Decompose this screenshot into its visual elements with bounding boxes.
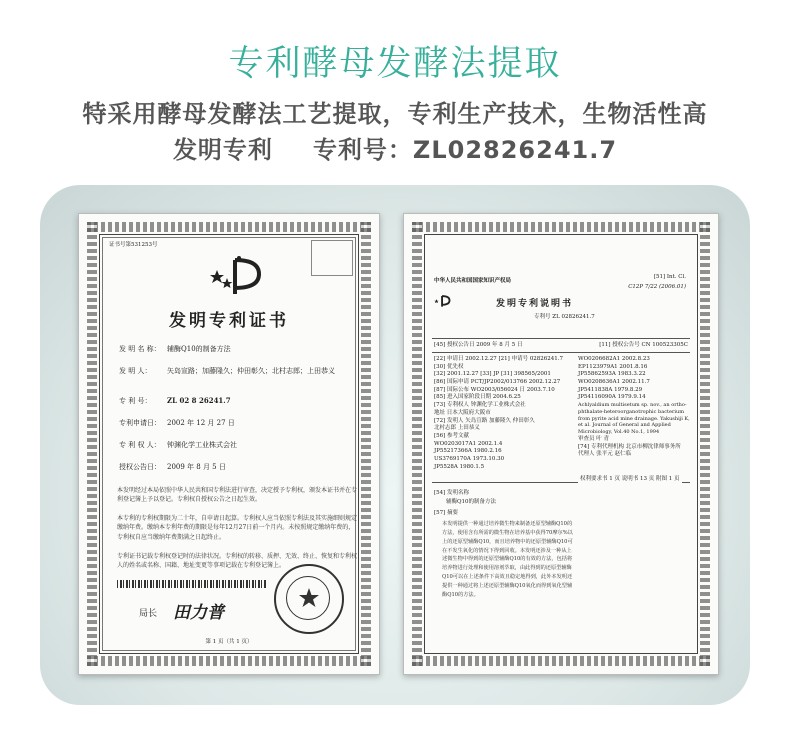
national-seal xyxy=(274,564,344,634)
seal-star-icon xyxy=(297,586,321,610)
field-patentee: 专 利 权 人： 钟渊化学工业株式会社 xyxy=(119,441,237,449)
certificate-body-1: 本发明经过本局依照中华人民共和国专利法进行审查，决定授予专利权，颁发本证书并在专利登记簿上予以登记。专利权自授权公告之日起生效。 xyxy=(117,487,358,504)
certificate-body-3: 专利证书记载专利权登记时的法律状况。专利权的转移、质押、无效、终止、恢复和专利权人的姓名或名称、国籍、地址变更等事项记载在专利登记簿上。 xyxy=(117,553,358,570)
patent-certificate xyxy=(78,213,380,675)
spec-claim-title: [54] 发明名称 xyxy=(434,490,470,496)
headline: 专利酵母发酵法提取 xyxy=(228,44,562,84)
spec-int-cl-value: C12P 7/22 (2006.01) xyxy=(628,284,686,290)
spec-emblem-icon xyxy=(434,294,452,308)
subtitle-line-2 xyxy=(0,130,790,165)
field-patent-number: 专 利 号： ZL 02 8 26241.7 xyxy=(119,396,231,405)
field-inventors: 发 明 人： 矢岛宣路；加藤隆久；仲田彰久；北村志郎；上田恭义 xyxy=(119,367,335,375)
patent-office-emblem-icon xyxy=(209,254,267,298)
spec-title: 发明专利说明书 xyxy=(496,299,574,309)
subtitle-invention-label: 发明专利 xyxy=(172,136,273,164)
spec-abstract-title: [57] 摘要 xyxy=(434,510,459,516)
certificate-number: 证书号第531253号 xyxy=(109,242,158,248)
certificate-title: 发明专利证书 xyxy=(169,311,289,331)
certificate-stamp xyxy=(311,240,353,276)
spec-figure-placeholder xyxy=(582,520,688,630)
spec-claim-name: 辅酶Q10的制备方法 xyxy=(446,499,497,505)
director-label: 局长 xyxy=(139,609,158,619)
spec-left-column: [22] 申请日 2002.12.27 [21] 申请号 02826241.7 [30] 优先权 [32] 2001.12.27 [33] JP [31] 398565/2001 [86] 国际申请 PCT/JP2002/013766 2002.12.27 [87] 国际公布 WO2003/056024 日 2003.7.10 [85] 进入国家阶段日期 2004.6.25 [73] 专利权人 钟渊化学工业株式会社 地址 日本大阪府大阪市 [72] 发明人 矢岛宣路 加藤隆久 仲田彰久 北村志郎 上田恭义 [56] 参考文献 WO0203017A1 2002.1.4 JP55217366A 1980.2.16 US3769170A 1973.10.30 JP5528A 1980.1.5 xyxy=(434,356,564,470)
page-note: 第 1 页（共 1 页） xyxy=(205,639,253,645)
director-signature: 田力普 xyxy=(173,603,224,623)
spec-rights-note: 权利要求书 1 页 说明书 13 页 附图 1 页 xyxy=(580,476,680,482)
spec-pub-no: [11] 授权公告号 CN 100523305C xyxy=(599,342,688,348)
barcode xyxy=(117,580,267,588)
certificate-body-2: 本专利的专利权期限为二十年，自申请日起算。专利权人应当依照专利法及其实施细则规定缴纳年费。缴纳本专利年费的期限是每年12月27日前一个月内。未按照规定缴纳年费的，专利权自应当缴纳年费期满之日起终止。 xyxy=(117,515,358,541)
spec-int-cl: [51] Int. Cl. xyxy=(653,274,686,280)
field-grant-date: 授权公告日： 2009 年 8 月 5 日 xyxy=(119,463,226,471)
patent-number: 专利号：ZL02826241.7 xyxy=(312,136,618,164)
spec-abstract: 本发明提供一种通过培养微生物来制备还原型辅酶Q10的方法，使用含有所需的微生物在培养基中获得70摩尔%以上的还原型辅酶Q10，而且培养物中的还原型辅酶Q10可在不发生氧化的情况下得到回收。本发明还涉及一种从上述微生物中得到的还原型辅酶Q10的有效的方法，包括将培养物进行处理和使用溶剂萃取，由此得到的还原型辅酶Q10可以在上述条件下高效且稳定地得到，此外本发明还提供一种通过将上述还原型辅酶Q10氧化而得到氧化型辅酶Q10的方法。 xyxy=(442,521,573,598)
field-application-date: 专利申请日： 2002 年 12 月 27 日 xyxy=(119,419,235,427)
spec-pub-date: [45] 授权公告日 2009 年 8 月 5 日 xyxy=(434,342,523,348)
subtitle-line-1: 特采用酵母发酵法工艺提取，专利生产技术，生物活性高 xyxy=(82,100,708,128)
spec-patent-number: 专利号 ZL 02826241.7 xyxy=(534,314,595,320)
patent-specification xyxy=(403,213,719,675)
spec-org: 中华人民共和国国家知识产权局 xyxy=(434,278,512,284)
spec-right-column: WO0206682A1 2002.8.23 EP1123979A1 2001.8.16 JP55862593A 1983.3.22 WO0208636A1 2002.11.7 JP5411838A 1979.8.29 JP54116090A 1979.9.14 Achlyaldium multisetum sp. nov., an ortho-phthalate-heteroorganotrophic bacterium from pyrite acid mine drainage. Yakushiji K, et al. Journal of General and Applied Microbiology, Vol.40 No.1, 1994 审查员 叶 青 [74] 专利代理机构 北京市柳沈律师事务所 代理人 张平元 赵仁临 xyxy=(578,356,690,458)
field-invention-name: 发 明 名 称： 辅酶Q10的制备方法 xyxy=(119,345,231,353)
